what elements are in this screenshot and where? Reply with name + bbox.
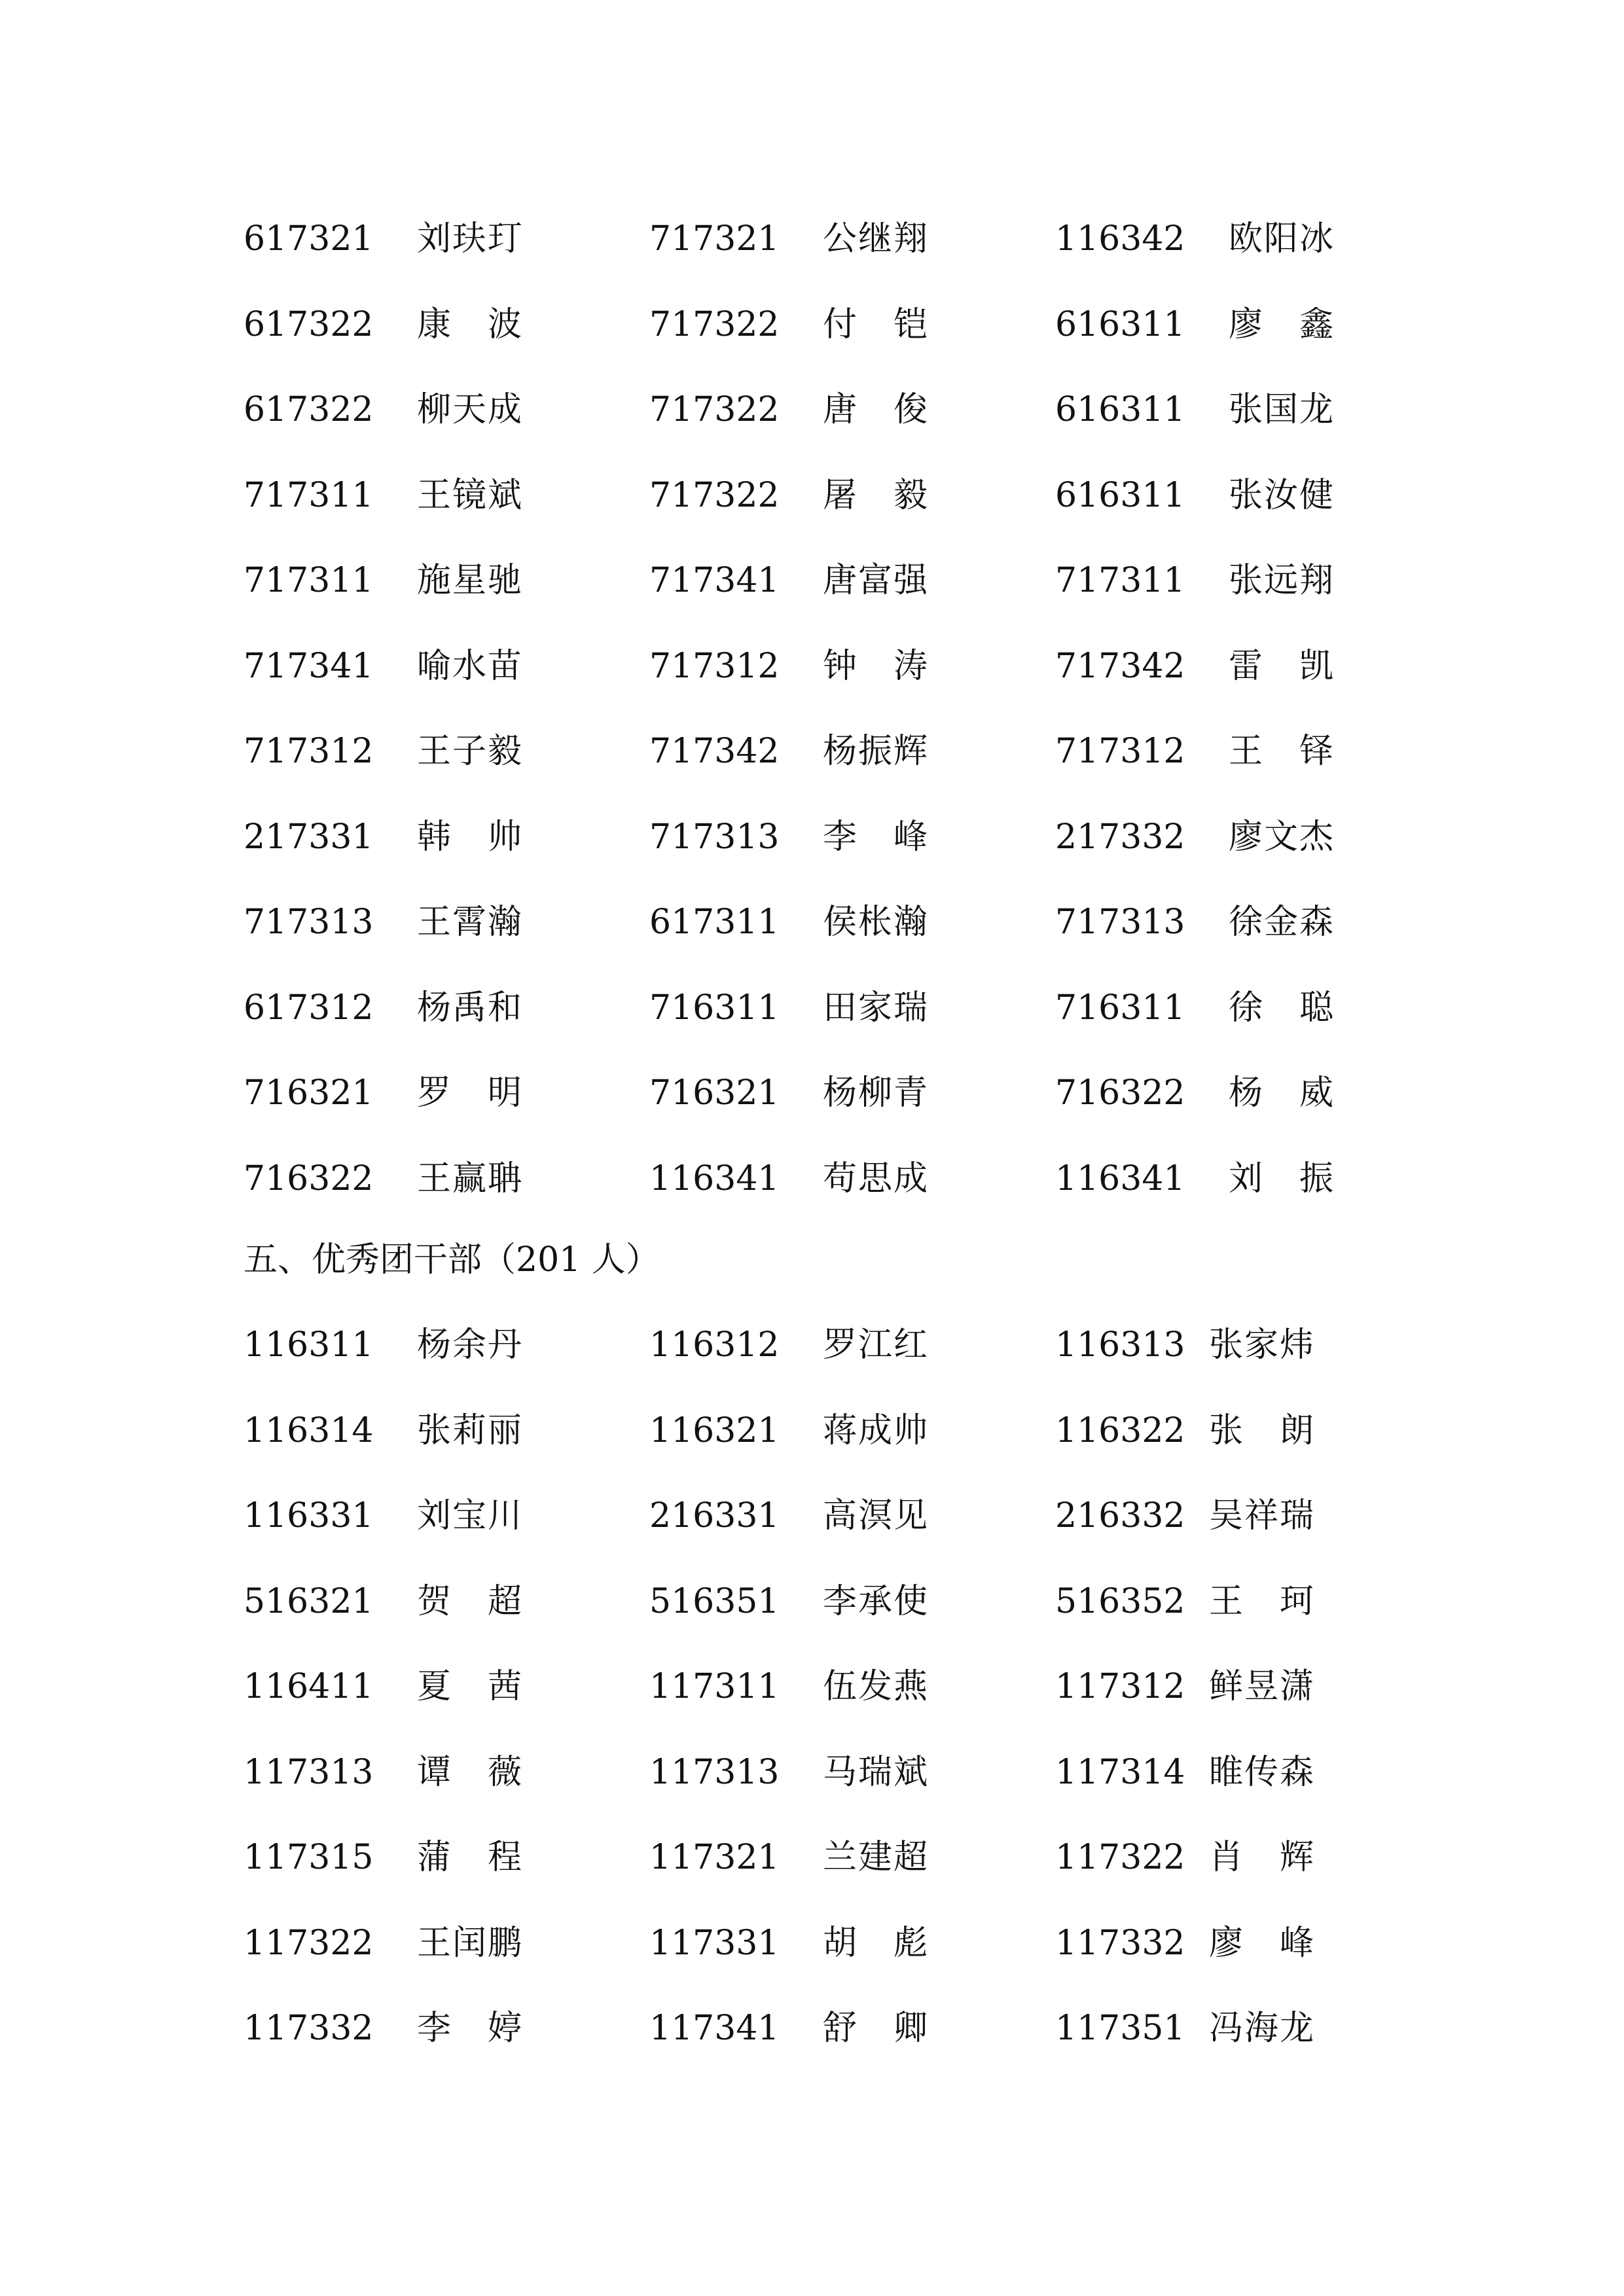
class-code: 717322 [649,475,780,515]
class-code: 717342 [1055,646,1185,686]
class-code: 717313 [244,903,374,942]
person-name: 李 婷 [417,2009,524,2048]
person-name: 高溟见 [823,1496,929,1535]
table-row [244,1473,1396,1559]
person-name: 廖 鑫 [1229,304,1335,344]
class-code: 116322 [1055,1410,1185,1450]
person-name: 马瑞斌 [823,1752,929,1792]
class-code: 617312 [244,988,374,1028]
person-name: 康 波 [417,304,524,344]
person-name: 李承使 [823,1581,929,1621]
person-name: 徐金森 [1229,903,1335,942]
class-code: 616311 [1055,390,1185,429]
person-name: 张汝健 [1229,475,1335,515]
person-name: 蒋成帅 [823,1410,929,1450]
class-code: 117313 [244,1752,374,1792]
person-name: 王镜斌 [417,475,524,515]
person-name: 张莉丽 [417,1410,524,1450]
class-code: 717313 [649,817,780,857]
person-name: 夏 茜 [417,1667,524,1706]
person-name: 鲜昱潇 [1209,1667,1316,1706]
class-code: 116341 [1055,1158,1185,1198]
class-code: 717322 [649,390,780,429]
table-row [244,965,1396,1051]
table-row [244,1901,1396,1986]
person-name: 唐富强 [823,561,929,600]
class-code: 616311 [1055,304,1185,344]
class-code: 716311 [1055,988,1185,1028]
person-name: 吴祥瑞 [1209,1496,1316,1535]
class-code: 117331 [649,1923,780,1963]
person-name: 欧阳冰 [1229,219,1335,259]
person-name: 王赢聃 [417,1158,524,1198]
person-name: 柳天成 [417,390,524,429]
class-code: 217332 [1055,817,1185,857]
person-name: 罗 明 [417,1073,524,1113]
person-name: 刘 振 [1229,1158,1335,1198]
class-code: 716322 [1055,1073,1185,1113]
person-name: 苟思成 [823,1158,929,1198]
person-name: 田家瑞 [823,988,929,1028]
table-row [244,709,1396,795]
class-code: 116314 [244,1410,374,1450]
person-name: 王 珂 [1209,1581,1316,1621]
person-name: 伍发燕 [823,1667,929,1706]
table-row [244,1136,1396,1222]
class-code: 116331 [244,1496,374,1535]
class-code: 717311 [1055,561,1185,600]
person-name: 舒 卿 [823,2009,929,2048]
person-name: 兰建超 [823,1838,929,1877]
table-row [244,196,1396,282]
class-code: 116321 [649,1410,780,1450]
class-code: 717312 [1055,732,1185,771]
class-code: 116341 [649,1158,780,1198]
class-code: 516351 [649,1581,780,1621]
person-name: 蒲 程 [417,1838,524,1877]
person-name: 钟 涛 [823,646,929,686]
table-row [244,1730,1396,1816]
person-name: 王子毅 [417,732,524,771]
class-code: 117322 [1055,1838,1185,1877]
class-code: 717321 [649,219,780,259]
class-code: 716311 [649,988,780,1028]
table-row [244,624,1396,709]
class-code: 117351 [1055,2009,1185,2048]
table-row [244,880,1396,965]
class-code: 116342 [1055,219,1185,259]
class-code: 217331 [244,817,374,857]
person-name: 王霄瀚 [417,903,524,942]
table-row [244,282,1396,368]
person-name: 冯海龙 [1209,2009,1316,2048]
person-name: 徐 聪 [1229,988,1335,1028]
class-code: 516321 [244,1581,374,1621]
table-row [244,367,1396,453]
class-code: 717342 [649,732,780,771]
person-name: 谭 薇 [417,1752,524,1792]
person-name: 杨振辉 [823,732,929,771]
person-name: 雷 凯 [1229,646,1335,686]
person-name: 睢传森 [1209,1752,1316,1792]
class-code: 717311 [244,561,374,600]
class-code: 716321 [649,1073,780,1113]
class-code: 616311 [1055,475,1185,515]
table-row [244,453,1396,539]
class-code: 116311 [244,1325,374,1365]
class-code: 617322 [244,390,374,429]
person-name: 李 峰 [823,817,929,857]
class-code: 717322 [649,304,780,344]
person-name: 刘玞玎 [417,219,524,259]
class-code: 117322 [244,1923,374,1963]
class-code: 117311 [649,1667,780,1706]
class-code: 617322 [244,304,374,344]
class-code: 717341 [244,646,374,686]
class-code: 717312 [244,732,374,771]
person-name: 张家炜 [1209,1325,1316,1365]
person-name: 罗江红 [823,1325,929,1365]
person-name: 杨 威 [1229,1073,1335,1113]
person-name: 廖 峰 [1209,1923,1316,1963]
person-name: 张远翔 [1229,561,1335,600]
person-name: 张国龙 [1229,390,1335,429]
person-name: 胡 彪 [823,1923,929,1963]
honor-list-continued [244,196,1396,1221]
class-code: 116313 [1055,1325,1185,1365]
person-name: 公继翔 [823,219,929,259]
table-row [244,1986,1396,2072]
class-code: 117314 [1055,1752,1185,1792]
person-name: 韩 帅 [417,817,524,857]
table-row [244,1815,1396,1901]
table-row [244,795,1396,880]
class-code: 117332 [244,2009,374,2048]
outstanding-league-cadres-list [244,1302,1396,2072]
person-name: 王闰鹏 [417,1923,524,1963]
class-code: 717312 [649,646,780,686]
person-name: 杨禹和 [417,988,524,1028]
class-code: 617321 [244,219,374,259]
person-name: 张 朗 [1209,1410,1316,1450]
class-code: 216331 [649,1496,780,1535]
table-row [244,1559,1396,1645]
table-row [244,1388,1396,1474]
person-name: 侯枨瀚 [823,903,929,942]
class-code: 116312 [649,1325,780,1365]
class-code: 716322 [244,1158,374,1198]
class-code: 617311 [649,903,780,942]
class-code: 216332 [1055,1496,1185,1535]
table-row [244,1050,1396,1136]
person-name: 杨余丹 [417,1325,524,1365]
person-name: 刘宝川 [417,1496,524,1535]
person-name: 杨柳青 [823,1073,929,1113]
table-row [244,1302,1396,1388]
person-name: 肖 辉 [1209,1838,1316,1877]
person-name: 贺 超 [417,1581,524,1621]
class-code: 717311 [244,475,374,515]
table-row [244,1644,1396,1730]
class-code: 117312 [1055,1667,1185,1706]
person-name: 唐 俊 [823,390,929,429]
class-code: 117341 [649,2009,780,2048]
class-code: 716321 [244,1073,374,1113]
class-code: 117313 [649,1752,780,1792]
person-name: 施星驰 [417,561,524,600]
person-name: 付 铠 [823,304,929,344]
class-code: 117315 [244,1838,374,1877]
person-name: 屠 毅 [823,475,929,515]
section-heading: 五、优秀团干部（201 人） [244,1240,660,1280]
class-code: 117321 [649,1838,780,1877]
class-code: 717341 [649,561,780,600]
class-code: 516352 [1055,1581,1185,1621]
class-code: 116411 [244,1667,374,1706]
person-name: 喻水苗 [417,646,524,686]
table-row [244,538,1396,624]
class-code: 117332 [1055,1923,1185,1963]
person-name: 王 铎 [1229,732,1335,771]
person-name: 廖文杰 [1229,817,1335,857]
class-code: 717313 [1055,903,1185,942]
